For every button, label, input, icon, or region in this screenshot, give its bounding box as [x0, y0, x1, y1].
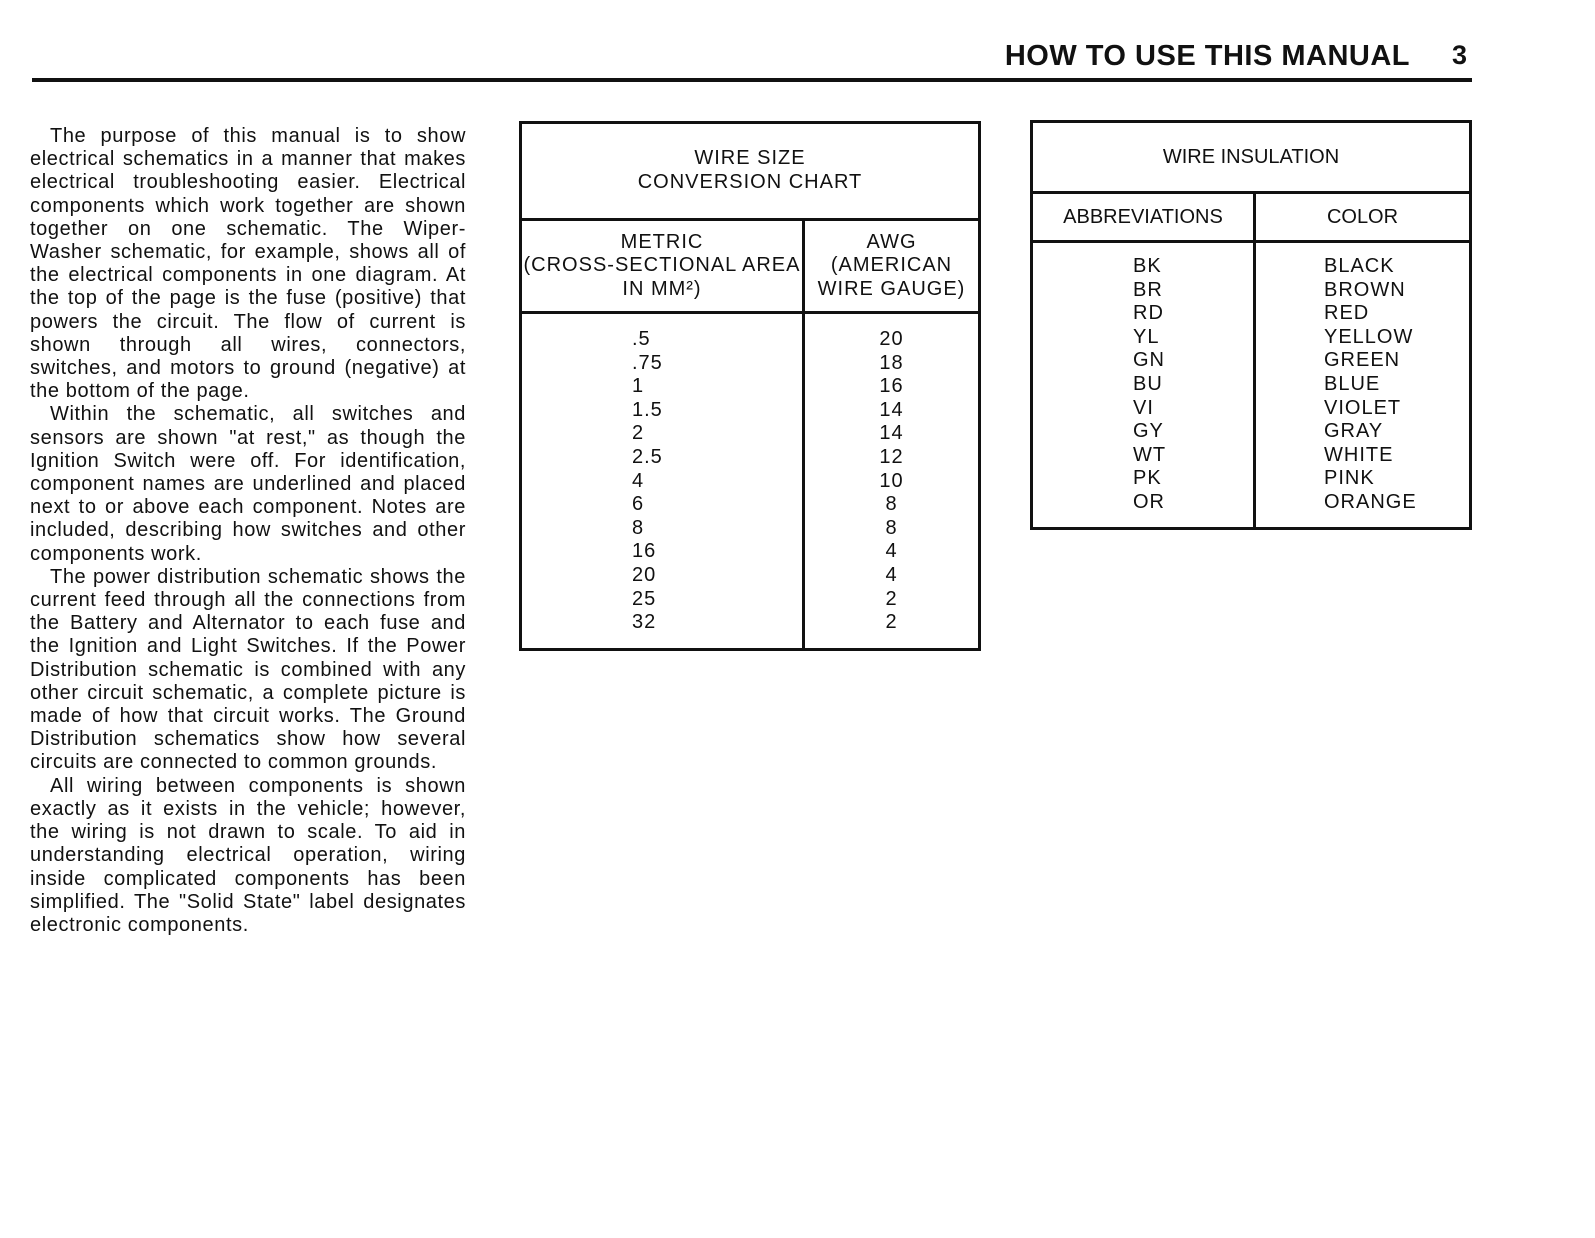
wire-insulation-title: WIRE INSULATION: [1032, 122, 1471, 193]
abbreviation-value: GY: [1133, 420, 1164, 443]
abbreviations-values-column: [1032, 242, 1255, 529]
paragraph-3: The power distribution schematic shows the current feed through all the connections from the Battery and Alternator to each fuse and the Ignition and Light Switches. If the Power Distribution schematic is combined with any other circuit schematic, a complete picture is made of how that circuit works. The Ground Distribution schematics show how several circuits are connected to common grounds.: [30, 565, 466, 774]
awg-value: 20: [879, 328, 904, 350]
abbreviation-value: BU: [1133, 372, 1163, 395]
metric-header-line: (CROSS-SECTIONAL AREA: [523, 254, 801, 277]
page-number: 3: [1452, 40, 1468, 70]
metric-header-line: METRIC: [620, 230, 704, 253]
color-value: RED: [1324, 302, 1370, 325]
metric-value: .5: [632, 328, 651, 350]
metric-value: 16: [632, 540, 657, 563]
metric-value: 4: [632, 469, 645, 492]
color-value: VIOLET: [1324, 396, 1402, 419]
wire-insulation-table: [1030, 120, 1472, 530]
awg-value: 10: [879, 469, 904, 492]
awg-header-line: AWG: [866, 230, 917, 253]
metric-value: 32: [632, 611, 657, 634]
color-values-column: [1255, 242, 1471, 529]
abbreviation-value: VI: [1133, 396, 1154, 419]
awg-values-column: [804, 313, 980, 650]
metric-value: 6: [632, 493, 645, 516]
metric-value: .75: [632, 351, 663, 374]
abbreviation-value: RD: [1133, 302, 1164, 325]
metric-column-header: [521, 220, 804, 313]
abbreviation-value: PK: [1133, 467, 1162, 490]
metric-value: 25: [632, 587, 657, 610]
color-value: ORANGE: [1324, 490, 1417, 513]
color-value: GRAY: [1324, 420, 1384, 443]
awg-value: 14: [879, 398, 904, 421]
color-value: BLUE: [1324, 372, 1381, 395]
metric-value: 2.5: [632, 445, 663, 468]
paragraph-2: Within the schematic, all switches and sensors are shown "at rest," as though the Ignition Switch were off. For identification, component names are underlined and placed next to or above each component. Notes are included, describing how switches and other components work.: [30, 403, 466, 565]
color-value: BROWN: [1324, 278, 1406, 301]
awg-value: 2: [885, 587, 898, 610]
metric-values-column: [521, 313, 804, 650]
paragraph-1: The purpose of this manual is to show electrical schematics in a manner that makes electrical troubleshooting easier. Electrical components which work together are shown together on one schematic. The Wiper-Washer schematic, for example, shows all of the electrical components in one diagram. At the top of the page is the fuse (positive) that powers the circuit. The flow of current is shown through all wires, connectors, switches, and motors to ground (negative) at the bottom of the page.: [30, 125, 466, 403]
wire-size-title-line-1: WIRE SIZE: [694, 147, 806, 170]
abbreviation-value: OR: [1133, 490, 1165, 513]
metric-value: 1.5: [632, 398, 663, 421]
abbreviation-value: YL: [1133, 325, 1160, 348]
metric-value: 20: [632, 563, 657, 586]
awg-value: 16: [879, 375, 904, 398]
awg-value: 12: [879, 445, 904, 468]
color-value: GREEN: [1324, 349, 1401, 372]
color-value: YELLOW: [1324, 325, 1414, 348]
color-value: PINK: [1324, 467, 1375, 490]
abbreviation-value: GN: [1133, 349, 1165, 372]
color-column-header: COLOR: [1255, 193, 1471, 242]
abbreviation-value: BR: [1133, 278, 1163, 301]
wire-size-conversion-chart: [519, 121, 981, 651]
body-text-column: [30, 125, 466, 937]
metric-header-line: IN MM²): [622, 277, 702, 300]
header-rule: [32, 78, 1472, 82]
metric-value: 8: [632, 516, 645, 539]
metric-value: 1: [632, 375, 645, 398]
awg-value: 18: [879, 351, 904, 374]
awg-header-line: WIRE GAUGE): [817, 277, 966, 300]
awg-value: 14: [879, 422, 904, 445]
color-value: BLACK: [1324, 255, 1395, 277]
paragraph-4: All wiring between components is shown exactly as it exists in the vehicle; however, the wiring is not drawn to scale. To aid in understanding electrical operation, wiring inside complicated components has been simplified. The "Solid State" label designates electronic components.: [30, 774, 466, 936]
awg-value: 4: [885, 540, 898, 563]
awg-header-line: (AMERICAN: [830, 254, 953, 277]
abbreviation-value: WT: [1133, 443, 1167, 466]
wire-size-title-line-2: CONVERSION CHART: [637, 171, 863, 193]
awg-value: 8: [885, 516, 898, 539]
abbreviations-column-header: ABBREVIATIONS: [1032, 193, 1255, 242]
page-title: HOW TO USE THIS MANUAL: [1004, 40, 1410, 72]
awg-value: 2: [885, 611, 898, 634]
abbreviation-value: BK: [1133, 255, 1162, 277]
awg-value: 4: [885, 563, 898, 586]
wire-size-chart-title: [521, 123, 980, 220]
awg-column-header: [804, 220, 980, 313]
awg-value: 8: [885, 493, 898, 516]
metric-value: 2: [632, 422, 645, 445]
color-value: WHITE: [1324, 443, 1394, 466]
